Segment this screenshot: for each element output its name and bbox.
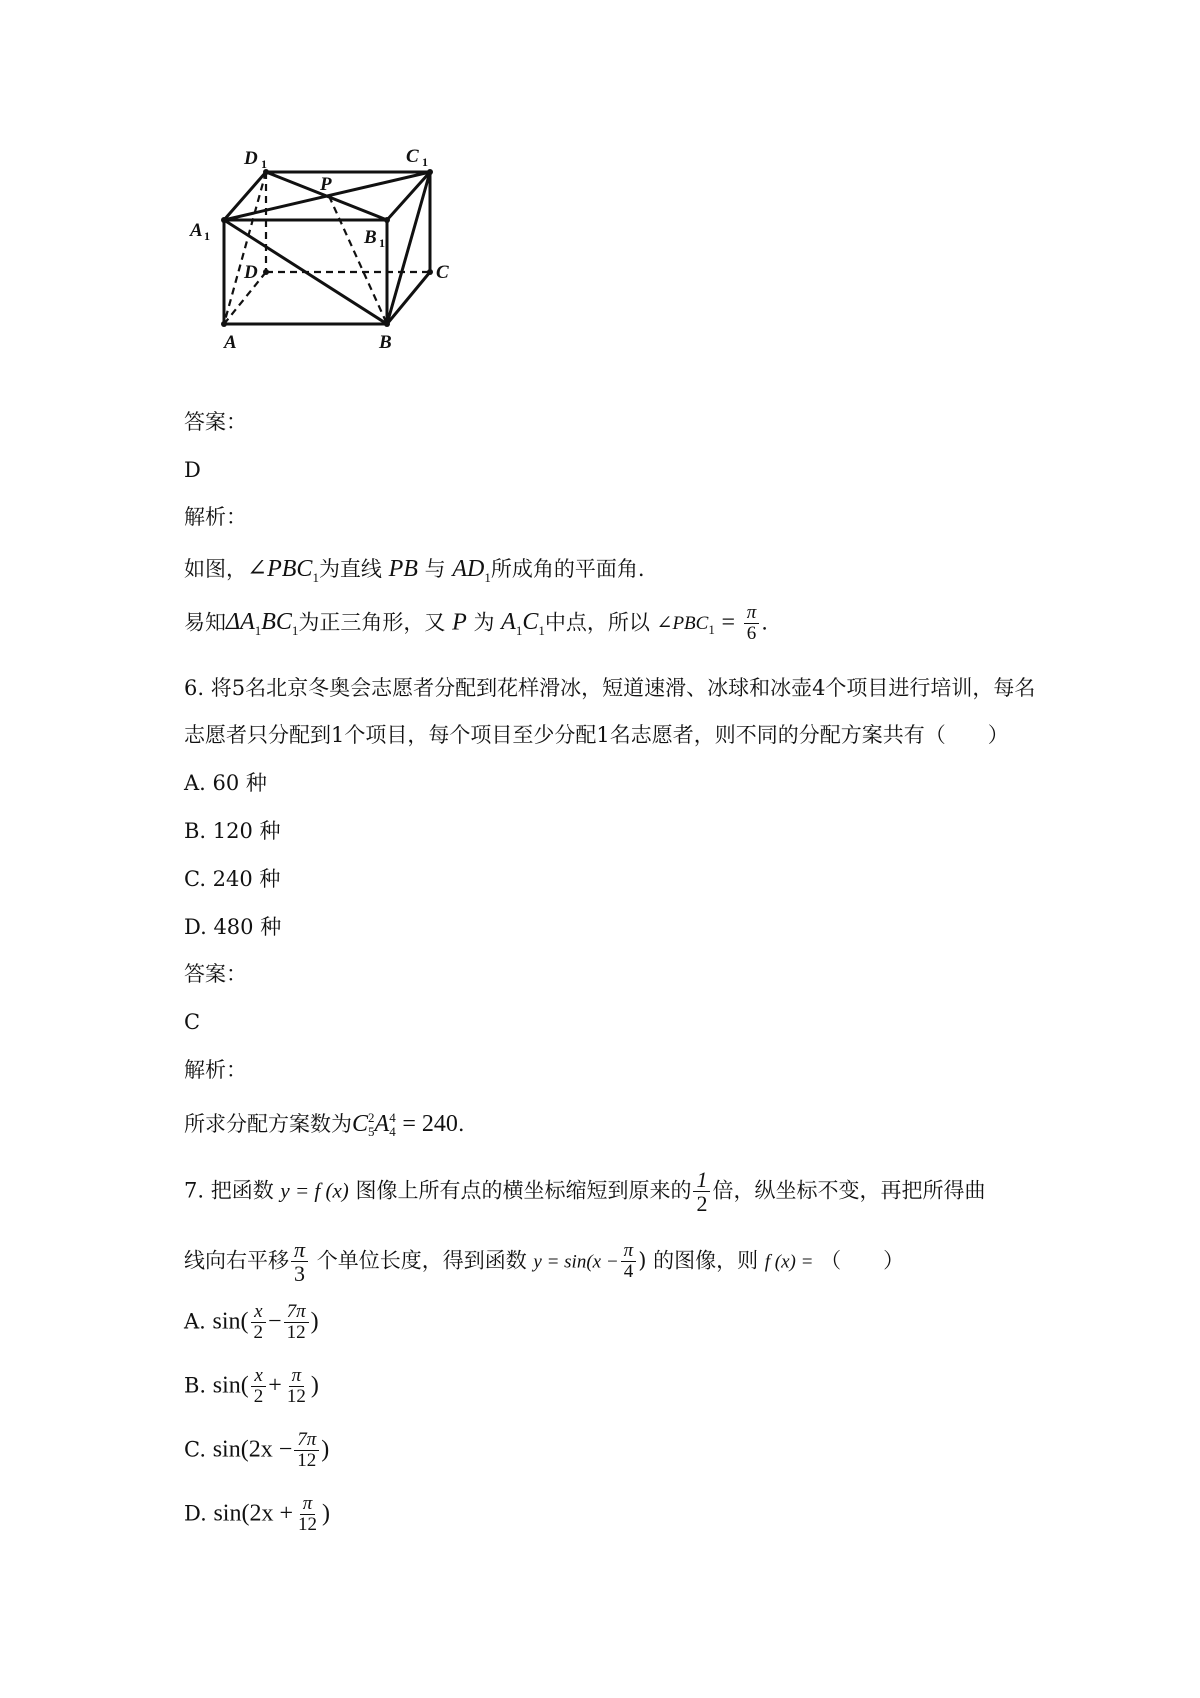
q7-stem-line2: 线向右平移 $\frac{\pi}{3}$ 个单位长度，得到函数 y = sin(x − $\frac{\pi}{4}$ ) 的图像，则 f (x) = （ ） [184,1237,905,1287]
q7-option-a: A. sin( $\frac{x}{2}$ − $\frac{7\pi}{12}$ ) [184,1301,319,1343]
q5-analysis-line2: 易知$\Delta A_1BC_1$为正三角形，又 P 为 $A_1C_1$中点，所以 $\angle PBC_1$ = $\frac{\pi}{6}$ . [184,602,768,644]
q6-option-b: B. 120 种 [184,819,281,843]
q6-option-d: D. 480 种 [184,915,282,939]
label-P: P [320,174,332,195]
label-D: D [244,262,258,283]
q6-solution: 所求分配方案数为C 2 5 A 4 4 = 240. [184,1110,465,1140]
q5-analysis-label: 解析： [184,505,247,529]
label-B: B [379,332,392,353]
svg-text:1: 1 [204,229,210,243]
q5-analysis-line1: 如图，$\angle PBC_1$为直线 PB 与 $AD_1$所成角的平面角. [184,556,645,585]
q7-option-b: B. sin( $\frac{x}{2}$ + $\frac{\pi}{12}$ ) [184,1365,319,1407]
label-D1: D [244,148,258,169]
q7-stem-line1: 7. 把函数 y = f (x) 图像上所有点的横坐标缩短到原来的 $\frac{1}{2}$ 倍，纵坐标不变，再把所得曲 [184,1167,986,1217]
label-C1: C [406,148,419,167]
q6-analysis-label: 解析： [184,1058,247,1082]
q7-option-c: C. sin(2x − $\frac{7\pi}{12}$ ) [184,1429,330,1471]
label-B1: B [364,227,377,248]
svg-text:1: 1 [379,236,385,250]
q6-answer-label: 答案： [184,962,247,986]
svg-text:1: 1 [261,157,267,171]
q5-answer-label: 答案： [184,410,247,434]
q6-stem-line2: 志愿者只分配到1个项目，每个项目至少分配1名志愿者，则不同的分配方案共有（ ） [184,723,1009,747]
svg-text:1: 1 [422,155,428,169]
label-C: C [436,262,449,283]
cube-figure [184,148,484,398]
q6-option-c: C. 240 种 [184,867,281,891]
q5-answer: D [184,458,201,482]
label-A: A [224,332,237,353]
q6-answer: C [184,1010,201,1034]
q6-option-a: A. 60 种 [184,771,267,795]
q7-option-d: D. sin(2x + $\frac{\pi}{12}$ ) [184,1493,330,1535]
q6-stem-line1: 6. 将5名北京冬奥会志愿者分配到花样滑冰，短道速滑、冰球和冰壶4个项目进行培训，每名 [184,676,1036,700]
label-A1: A [190,220,203,241]
